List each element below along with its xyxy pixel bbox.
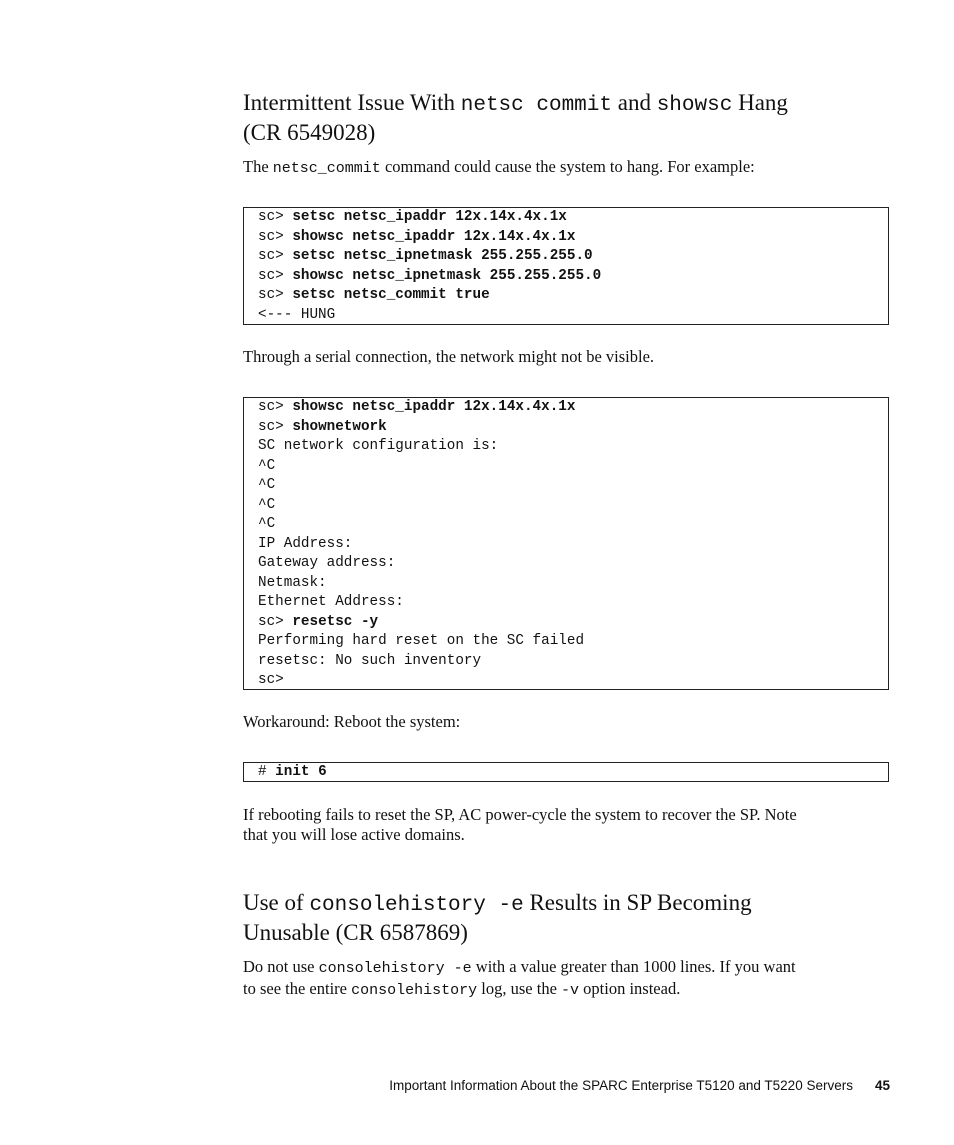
code-line <box>258 286 888 306</box>
code-prompt: Performing hard reset on the SC failed <box>258 633 585 649</box>
code-command: showsc netsc_ipaddr 12x.14x.4x.1x <box>292 228 576 245</box>
paragraph-text: option instead. <box>579 979 681 998</box>
section-heading-netsc-commit <box>243 89 891 146</box>
code-command: setsc netsc_ipaddr 12x.14x.4x.1x <box>292 209 567 225</box>
code-line <box>258 632 888 652</box>
code-prompt: sc> <box>258 267 293 284</box>
code-command: showsc netsc_ipaddr 12x.14x.4x.1x <box>292 399 576 415</box>
code-line <box>258 306 888 326</box>
code-line <box>258 247 888 267</box>
page-number: 45 <box>874 1078 890 1093</box>
code-block-1 <box>243 207 889 325</box>
code-prompt: resetsc: No such inventory <box>258 652 482 669</box>
heading-code: netsc commit <box>460 94 612 117</box>
code-prompt: sc> <box>258 399 293 415</box>
code-line <box>258 652 888 672</box>
code-prompt: Netmask: <box>258 574 327 591</box>
heading-code: showsc <box>656 94 733 117</box>
code-prompt: IP Address: <box>258 535 353 552</box>
inline-code: consolehistory <box>351 982 478 999</box>
section-heading-consolehistory <box>243 889 891 946</box>
code-line <box>258 208 888 228</box>
code-line <box>258 228 888 248</box>
code-block-2 <box>243 397 889 690</box>
paragraph-text: Do not use <box>243 957 319 976</box>
code-line <box>258 398 888 418</box>
code-line <box>258 457 888 477</box>
code-prompt: SC network configuration is: <box>258 438 499 454</box>
code-line <box>258 496 888 516</box>
code-prompt: sc> <box>258 613 293 630</box>
code-line <box>258 437 888 457</box>
code-command: init 6 <box>275 764 327 780</box>
consolehistory-paragraph <box>243 957 891 1001</box>
code-line <box>258 267 888 287</box>
heading-text: Intermittent Issue With <box>243 90 461 115</box>
inline-code: netsc_commit <box>272 160 381 177</box>
heading-text: and <box>611 90 657 115</box>
code-prompt: # <box>258 764 276 780</box>
code-prompt: sc> <box>258 248 293 264</box>
code-line <box>258 476 888 496</box>
code-prompt: ^C <box>258 516 276 532</box>
code-prompt: sc> <box>258 287 293 303</box>
code-command: shownetwork <box>292 418 387 435</box>
paragraph-text: to see the entire <box>243 979 352 998</box>
heading-code: consolehistory -e <box>309 894 524 917</box>
code-line <box>258 535 888 555</box>
code-prompt: sc> <box>258 228 293 245</box>
code-prompt: sc> <box>258 672 284 688</box>
code-prompt: Ethernet Address: <box>258 594 404 610</box>
paragraph-text: The <box>243 157 273 176</box>
heading-text: Results in SP Becoming <box>523 890 752 915</box>
code-line <box>258 763 888 783</box>
code-line <box>258 613 888 633</box>
code-line <box>258 593 888 613</box>
heading-text: (CR 6549028) <box>243 120 376 145</box>
page-footer <box>389 1078 890 1093</box>
code-block-3 <box>243 762 889 782</box>
code-prompt: ^C <box>258 496 276 513</box>
paragraph-text: Workaround: Reboot the system: <box>243 712 461 731</box>
code-command: resetsc -y <box>292 613 379 630</box>
inline-code: consolehistory -e <box>318 960 472 977</box>
code-prompt: Gateway address: <box>258 555 396 571</box>
paragraph-text: command could cause the system to hang. For example: <box>380 157 755 176</box>
code-prompt: ^C <box>258 457 276 474</box>
inline-code: -v <box>561 982 580 999</box>
paragraph-text: log, use the <box>477 979 562 998</box>
reboot-paragraph <box>243 805 891 845</box>
heading-text: Use of <box>243 890 310 915</box>
heading-text: Hang <box>732 90 788 115</box>
intro-paragraph <box>243 157 891 179</box>
code-prompt: <--- HUNG <box>258 306 336 323</box>
heading-text: Unusable (CR 6587869) <box>243 920 468 945</box>
code-line <box>258 515 888 535</box>
code-prompt: ^C <box>258 477 276 493</box>
paragraph-text: Through a serial connection, the network might not be visible. <box>243 347 655 366</box>
footer-title: Important Information About the SPARC Enterprise T5120 and T5220 Servers <box>389 1078 853 1093</box>
paragraph-text: If rebooting fails to reset the SP, AC power-cycle the system to recover the SP. Note <box>243 805 797 824</box>
paragraph-text: with a value greater than 1000 lines. If you want <box>471 957 796 976</box>
code-prompt: sc> <box>258 209 293 225</box>
code-line <box>258 554 888 574</box>
code-line <box>258 671 888 691</box>
serial-paragraph <box>243 347 891 367</box>
code-line <box>258 418 888 438</box>
code-command: setsc netsc_ipnetmask 255.255.255.0 <box>292 248 593 264</box>
workaround-paragraph <box>243 712 891 732</box>
code-command: setsc netsc_commit true <box>292 287 490 303</box>
code-prompt: sc> <box>258 418 293 435</box>
code-command: showsc netsc_ipnetmask 255.255.255.0 <box>292 267 602 284</box>
paragraph-text: that you will lose active domains. <box>243 825 465 844</box>
code-line <box>258 574 888 594</box>
